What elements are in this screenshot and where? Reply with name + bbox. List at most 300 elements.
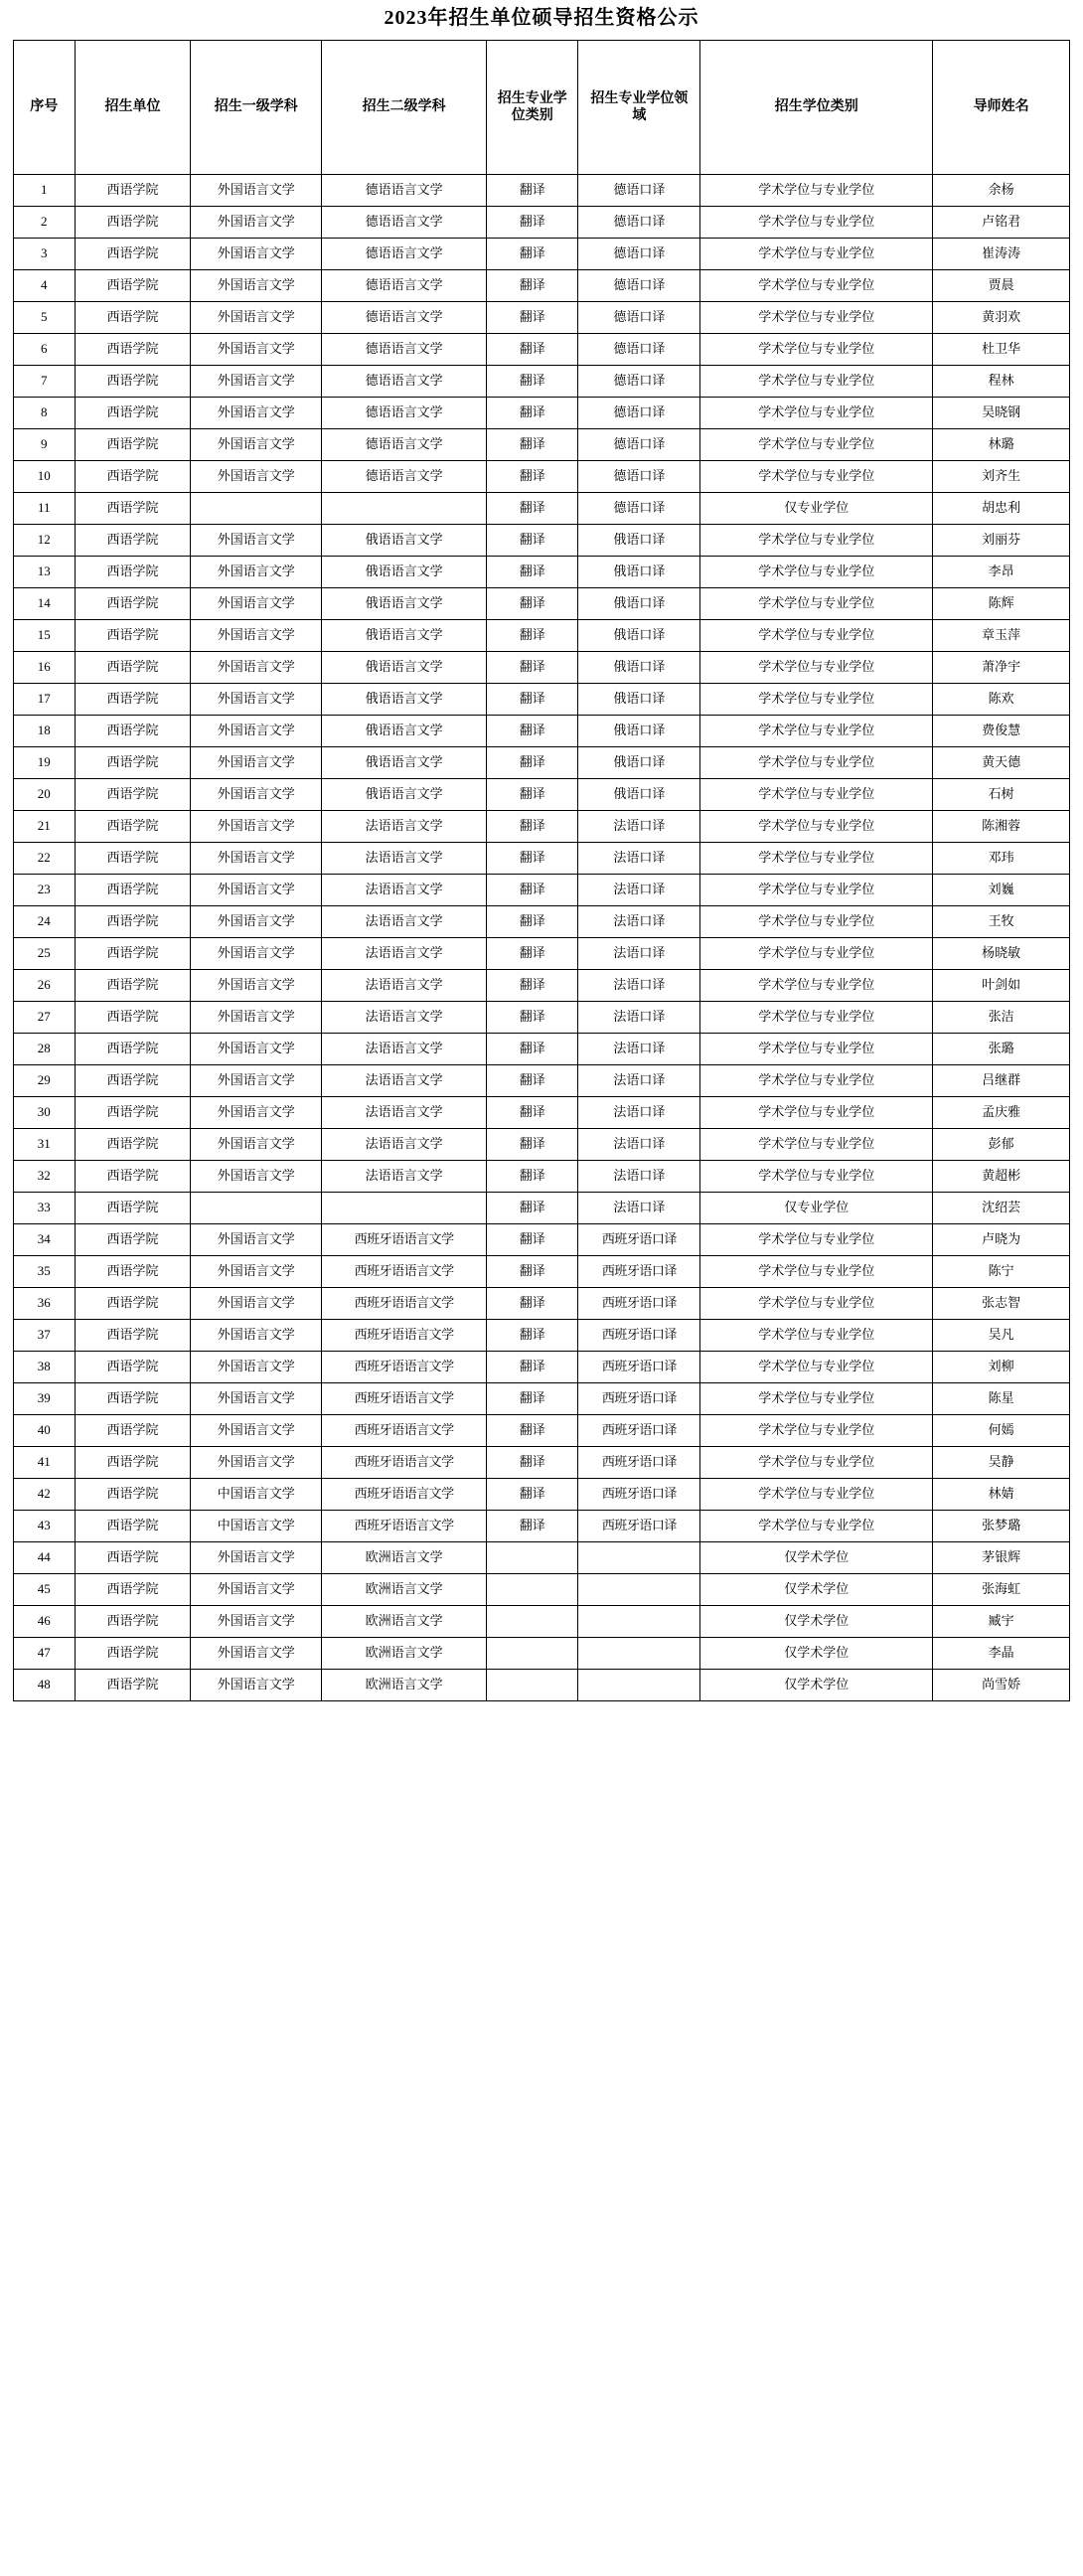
cell-degree-type: 仅学术学位 <box>700 1574 933 1606</box>
cell-index: 17 <box>14 684 76 716</box>
cell-supervisor-name: 陈辉 <box>933 588 1070 620</box>
cell-professional-degree-field: 法语口译 <box>578 1161 700 1193</box>
cell-supervisor-name: 章玉萍 <box>933 620 1070 652</box>
cell-secondary-discipline: 欧洲语言文学 <box>322 1638 487 1670</box>
cell-index: 43 <box>14 1511 76 1542</box>
cell-professional-degree-category: 翻译 <box>487 175 578 207</box>
cell-professional-degree-category: 翻译 <box>487 1193 578 1224</box>
cell-supervisor-name: 孟庆雅 <box>933 1097 1070 1129</box>
cell-professional-degree-category: 翻译 <box>487 1511 578 1542</box>
cell-unit: 西语学院 <box>75 1606 191 1638</box>
cell-degree-type: 仅学术学位 <box>700 1606 933 1638</box>
cell-primary-discipline: 外国语言文学 <box>191 1574 322 1606</box>
cell-professional-degree-field: 法语口译 <box>578 1129 700 1161</box>
cell-professional-degree-category: 翻译 <box>487 461 578 493</box>
table-header <box>14 41 1070 175</box>
cell-index: 2 <box>14 207 76 239</box>
table-row <box>14 239 1070 270</box>
cell-index: 28 <box>14 1034 76 1065</box>
cell-degree-type: 学术学位与专业学位 <box>700 747 933 779</box>
table-row <box>14 1256 1070 1288</box>
cell-primary-discipline: 外国语言文学 <box>191 1129 322 1161</box>
cell-unit: 西语学院 <box>75 1511 191 1542</box>
cell-index: 5 <box>14 302 76 334</box>
cell-degree-type: 学术学位与专业学位 <box>700 366 933 398</box>
cell-degree-type: 学术学位与专业学位 <box>700 207 933 239</box>
table-row <box>14 1415 1070 1447</box>
table-row <box>14 620 1070 652</box>
cell-secondary-discipline: 德语语言文学 <box>322 461 487 493</box>
cell-degree-type: 学术学位与专业学位 <box>700 652 933 684</box>
cell-unit: 西语学院 <box>75 1574 191 1606</box>
cell-primary-discipline: 外国语言文学 <box>191 652 322 684</box>
cell-degree-type: 学术学位与专业学位 <box>700 175 933 207</box>
cell-primary-discipline: 外国语言文学 <box>191 1002 322 1034</box>
cell-degree-type: 学术学位与专业学位 <box>700 875 933 906</box>
cell-supervisor-name: 张洁 <box>933 1002 1070 1034</box>
cell-professional-degree-category: 翻译 <box>487 747 578 779</box>
cell-professional-degree-category: 翻译 <box>487 1224 578 1256</box>
cell-index: 42 <box>14 1479 76 1511</box>
cell-secondary-discipline: 欧洲语言文学 <box>322 1574 487 1606</box>
cell-secondary-discipline: 西班牙语语言文学 <box>322 1288 487 1320</box>
column-header-primary-discipline: 招生一级学科 <box>191 41 322 175</box>
cell-supervisor-name: 茅银辉 <box>933 1542 1070 1574</box>
cell-primary-discipline: 外国语言文学 <box>191 1161 322 1193</box>
cell-supervisor-name: 程林 <box>933 366 1070 398</box>
cell-unit: 西语学院 <box>75 1352 191 1383</box>
cell-secondary-discipline: 法语语言文学 <box>322 1002 487 1034</box>
cell-supervisor-name: 杜卫华 <box>933 334 1070 366</box>
cell-index: 25 <box>14 938 76 970</box>
cell-supervisor-name: 李昂 <box>933 557 1070 588</box>
cell-index: 44 <box>14 1542 76 1574</box>
column-header-professional-degree-field: 招生专业学位领域 <box>578 41 700 175</box>
cell-degree-type: 学术学位与专业学位 <box>700 1097 933 1129</box>
cell-professional-degree-category: 翻译 <box>487 366 578 398</box>
admission-qualification-table <box>13 40 1070 1701</box>
cell-professional-degree-field: 西班牙语口译 <box>578 1447 700 1479</box>
cell-primary-discipline: 外国语言文学 <box>191 843 322 875</box>
cell-supervisor-name: 刘齐生 <box>933 461 1070 493</box>
table-row <box>14 1065 1070 1097</box>
cell-professional-degree-category: 翻译 <box>487 1129 578 1161</box>
cell-secondary-discipline <box>322 1193 487 1224</box>
cell-professional-degree-category: 翻译 <box>487 1320 578 1352</box>
cell-primary-discipline: 外国语言文学 <box>191 1097 322 1129</box>
cell-professional-degree-field: 西班牙语口译 <box>578 1224 700 1256</box>
cell-primary-discipline: 外国语言文学 <box>191 334 322 366</box>
table-row <box>14 461 1070 493</box>
cell-unit: 西语学院 <box>75 1034 191 1065</box>
cell-index: 15 <box>14 620 76 652</box>
cell-primary-discipline: 中国语言文学 <box>191 1511 322 1542</box>
column-header-professional-degree-category: 招生专业学位类别 <box>487 41 578 175</box>
cell-professional-degree-category: 翻译 <box>487 588 578 620</box>
cell-degree-type: 学术学位与专业学位 <box>700 1447 933 1479</box>
cell-professional-degree-category: 翻译 <box>487 1002 578 1034</box>
cell-professional-degree-category: 翻译 <box>487 1288 578 1320</box>
cell-primary-discipline: 外国语言文学 <box>191 1065 322 1097</box>
cell-degree-type: 学术学位与专业学位 <box>700 779 933 811</box>
cell-unit: 西语学院 <box>75 1447 191 1479</box>
table-row <box>14 1097 1070 1129</box>
table-row <box>14 1542 1070 1574</box>
cell-professional-degree-field <box>578 1606 700 1638</box>
cell-secondary-discipline: 法语语言文学 <box>322 811 487 843</box>
cell-primary-discipline: 外国语言文学 <box>191 366 322 398</box>
table-row <box>14 1574 1070 1606</box>
table-row <box>14 1129 1070 1161</box>
cell-supervisor-name: 彭郁 <box>933 1129 1070 1161</box>
cell-primary-discipline: 外国语言文学 <box>191 1224 322 1256</box>
cell-index: 23 <box>14 875 76 906</box>
cell-supervisor-name: 张璐 <box>933 1034 1070 1065</box>
cell-supervisor-name: 刘丽芬 <box>933 525 1070 557</box>
cell-unit: 西语学院 <box>75 1161 191 1193</box>
cell-professional-degree-category <box>487 1670 578 1701</box>
cell-unit: 西语学院 <box>75 1065 191 1097</box>
cell-professional-degree-category: 翻译 <box>487 1383 578 1415</box>
cell-secondary-discipline: 法语语言文学 <box>322 1034 487 1065</box>
cell-professional-degree-field: 德语口译 <box>578 302 700 334</box>
cell-primary-discipline: 外国语言文学 <box>191 461 322 493</box>
cell-professional-degree-category: 翻译 <box>487 429 578 461</box>
cell-primary-discipline: 外国语言文学 <box>191 684 322 716</box>
cell-degree-type: 仅学术学位 <box>700 1638 933 1670</box>
cell-supervisor-name: 叶剑如 <box>933 970 1070 1002</box>
cell-index: 41 <box>14 1447 76 1479</box>
cell-secondary-discipline: 法语语言文学 <box>322 875 487 906</box>
cell-unit: 西语学院 <box>75 747 191 779</box>
cell-primary-discipline: 外国语言文学 <box>191 811 322 843</box>
cell-index: 33 <box>14 1193 76 1224</box>
cell-professional-degree-category: 翻译 <box>487 875 578 906</box>
cell-index: 39 <box>14 1383 76 1415</box>
cell-professional-degree-field: 法语口译 <box>578 811 700 843</box>
cell-primary-discipline: 外国语言文学 <box>191 906 322 938</box>
cell-professional-degree-category: 翻译 <box>487 843 578 875</box>
cell-professional-degree-field: 德语口译 <box>578 334 700 366</box>
table-row <box>14 1161 1070 1193</box>
table-row <box>14 875 1070 906</box>
cell-professional-degree-field: 德语口译 <box>578 493 700 525</box>
cell-unit: 西语学院 <box>75 1638 191 1670</box>
cell-secondary-discipline: 德语语言文学 <box>322 239 487 270</box>
table-row <box>14 1288 1070 1320</box>
cell-secondary-discipline: 西班牙语语言文学 <box>322 1511 487 1542</box>
cell-supervisor-name: 张志智 <box>933 1288 1070 1320</box>
cell-supervisor-name: 张梦璐 <box>933 1511 1070 1542</box>
page-title: 2023年招生单位硕导招生资格公示 <box>384 7 699 29</box>
cell-index: 16 <box>14 652 76 684</box>
table-row <box>14 652 1070 684</box>
cell-professional-degree-field: 法语口译 <box>578 875 700 906</box>
cell-supervisor-name: 卢晓为 <box>933 1224 1070 1256</box>
cell-unit: 西语学院 <box>75 875 191 906</box>
cell-secondary-discipline: 法语语言文学 <box>322 843 487 875</box>
cell-secondary-discipline: 德语语言文学 <box>322 429 487 461</box>
cell-unit: 西语学院 <box>75 1002 191 1034</box>
cell-professional-degree-field: 德语口译 <box>578 366 700 398</box>
cell-professional-degree-category: 翻译 <box>487 334 578 366</box>
table-row <box>14 334 1070 366</box>
cell-primary-discipline: 外国语言文学 <box>191 398 322 429</box>
cell-secondary-discipline <box>322 493 487 525</box>
cell-unit: 西语学院 <box>75 1224 191 1256</box>
cell-index: 32 <box>14 1161 76 1193</box>
cell-primary-discipline <box>191 493 322 525</box>
cell-supervisor-name: 林璐 <box>933 429 1070 461</box>
cell-unit: 西语学院 <box>75 302 191 334</box>
cell-primary-discipline: 外国语言文学 <box>191 1415 322 1447</box>
cell-professional-degree-category: 翻译 <box>487 779 578 811</box>
cell-professional-degree-category: 翻译 <box>487 239 578 270</box>
cell-supervisor-name: 邓玮 <box>933 843 1070 875</box>
cell-supervisor-name: 何嫣 <box>933 1415 1070 1447</box>
cell-unit: 西语学院 <box>75 270 191 302</box>
cell-professional-degree-field <box>578 1542 700 1574</box>
cell-professional-degree-field: 法语口译 <box>578 970 700 1002</box>
cell-unit: 西语学院 <box>75 461 191 493</box>
cell-unit: 西语学院 <box>75 620 191 652</box>
cell-degree-type: 学术学位与专业学位 <box>700 1256 933 1288</box>
cell-index: 30 <box>14 1097 76 1129</box>
cell-professional-degree-category: 翻译 <box>487 811 578 843</box>
cell-index: 47 <box>14 1638 76 1670</box>
cell-index: 21 <box>14 811 76 843</box>
cell-unit: 西语学院 <box>75 970 191 1002</box>
cell-degree-type: 学术学位与专业学位 <box>700 684 933 716</box>
cell-unit: 西语学院 <box>75 493 191 525</box>
cell-index: 7 <box>14 366 76 398</box>
cell-secondary-discipline: 德语语言文学 <box>322 270 487 302</box>
cell-degree-type: 学术学位与专业学位 <box>700 334 933 366</box>
cell-unit: 西语学院 <box>75 1256 191 1288</box>
cell-index: 3 <box>14 239 76 270</box>
cell-professional-degree-field: 西班牙语口译 <box>578 1256 700 1288</box>
table-row <box>14 684 1070 716</box>
cell-supervisor-name: 吴凡 <box>933 1320 1070 1352</box>
cell-index: 45 <box>14 1574 76 1606</box>
cell-primary-discipline: 外国语言文学 <box>191 875 322 906</box>
table-row <box>14 747 1070 779</box>
cell-professional-degree-category: 翻译 <box>487 207 578 239</box>
cell-professional-degree-field: 德语口译 <box>578 207 700 239</box>
cell-professional-degree-category: 翻译 <box>487 684 578 716</box>
column-header-supervisor-name: 导师姓名 <box>933 41 1070 175</box>
cell-professional-degree-field: 德语口译 <box>578 175 700 207</box>
cell-secondary-discipline: 德语语言文学 <box>322 366 487 398</box>
cell-index: 29 <box>14 1065 76 1097</box>
cell-supervisor-name: 黄羽欢 <box>933 302 1070 334</box>
cell-index: 12 <box>14 525 76 557</box>
table-row <box>14 366 1070 398</box>
cell-index: 19 <box>14 747 76 779</box>
cell-secondary-discipline: 德语语言文学 <box>322 207 487 239</box>
cell-index: 10 <box>14 461 76 493</box>
cell-secondary-discipline: 德语语言文学 <box>322 398 487 429</box>
cell-degree-type: 学术学位与专业学位 <box>700 1511 933 1542</box>
cell-supervisor-name: 贾晨 <box>933 270 1070 302</box>
table-row <box>14 525 1070 557</box>
cell-professional-degree-category: 翻译 <box>487 1447 578 1479</box>
table-row <box>14 1193 1070 1224</box>
table-row <box>14 493 1070 525</box>
cell-degree-type: 学术学位与专业学位 <box>700 461 933 493</box>
cell-professional-degree-category: 翻译 <box>487 1097 578 1129</box>
cell-professional-degree-field: 德语口译 <box>578 461 700 493</box>
cell-degree-type: 学术学位与专业学位 <box>700 557 933 588</box>
cell-degree-type: 学术学位与专业学位 <box>700 588 933 620</box>
cell-primary-discipline: 外国语言文学 <box>191 270 322 302</box>
cell-professional-degree-category <box>487 1606 578 1638</box>
cell-primary-discipline: 外国语言文学 <box>191 1447 322 1479</box>
cell-primary-discipline: 外国语言文学 <box>191 747 322 779</box>
cell-primary-discipline: 外国语言文学 <box>191 175 322 207</box>
column-header-index: 序号 <box>14 41 76 175</box>
cell-secondary-discipline: 俄语语言文学 <box>322 588 487 620</box>
cell-primary-discipline: 外国语言文学 <box>191 302 322 334</box>
table-row <box>14 302 1070 334</box>
cell-unit: 西语学院 <box>75 1479 191 1511</box>
table-row <box>14 811 1070 843</box>
cell-unit: 西语学院 <box>75 1193 191 1224</box>
cell-index: 35 <box>14 1256 76 1288</box>
column-header-degree-type: 招生学位类别 <box>700 41 933 175</box>
cell-primary-discipline: 外国语言文学 <box>191 938 322 970</box>
cell-secondary-discipline: 法语语言文学 <box>322 906 487 938</box>
cell-index: 34 <box>14 1224 76 1256</box>
cell-degree-type: 学术学位与专业学位 <box>700 1415 933 1447</box>
cell-unit: 西语学院 <box>75 1542 191 1574</box>
cell-supervisor-name: 余杨 <box>933 175 1070 207</box>
table-row <box>14 970 1070 1002</box>
cell-primary-discipline: 中国语言文学 <box>191 1479 322 1511</box>
cell-unit: 西语学院 <box>75 652 191 684</box>
table-row <box>14 938 1070 970</box>
cell-professional-degree-field: 俄语口译 <box>578 716 700 747</box>
cell-supervisor-name: 黄超彬 <box>933 1161 1070 1193</box>
cell-professional-degree-field: 法语口译 <box>578 1193 700 1224</box>
cell-unit: 西语学院 <box>75 334 191 366</box>
cell-professional-degree-category: 翻译 <box>487 716 578 747</box>
cell-index: 22 <box>14 843 76 875</box>
cell-primary-discipline: 外国语言文学 <box>191 429 322 461</box>
table-row <box>14 906 1070 938</box>
cell-degree-type: 学术学位与专业学位 <box>700 239 933 270</box>
cell-primary-discipline: 外国语言文学 <box>191 525 322 557</box>
cell-professional-degree-category <box>487 1638 578 1670</box>
cell-professional-degree-category: 翻译 <box>487 525 578 557</box>
cell-secondary-discipline: 俄语语言文学 <box>322 684 487 716</box>
cell-unit: 西语学院 <box>75 906 191 938</box>
cell-supervisor-name: 卢铭君 <box>933 207 1070 239</box>
cell-degree-type: 学术学位与专业学位 <box>700 525 933 557</box>
cell-index: 40 <box>14 1415 76 1447</box>
cell-degree-type: 学术学位与专业学位 <box>700 906 933 938</box>
cell-degree-type: 学术学位与专业学位 <box>700 302 933 334</box>
cell-unit: 西语学院 <box>75 207 191 239</box>
cell-professional-degree-category: 翻译 <box>487 906 578 938</box>
table-row <box>14 1034 1070 1065</box>
cell-secondary-discipline: 欧洲语言文学 <box>322 1542 487 1574</box>
cell-professional-degree-field <box>578 1638 700 1670</box>
cell-degree-type: 仅专业学位 <box>700 1193 933 1224</box>
cell-professional-degree-field: 俄语口译 <box>578 684 700 716</box>
table-row <box>14 843 1070 875</box>
cell-unit: 西语学院 <box>75 1383 191 1415</box>
cell-professional-degree-category: 翻译 <box>487 1479 578 1511</box>
cell-secondary-discipline: 德语语言文学 <box>322 175 487 207</box>
cell-unit: 西语学院 <box>75 684 191 716</box>
cell-professional-degree-field: 俄语口译 <box>578 620 700 652</box>
cell-primary-discipline: 外国语言文学 <box>191 1383 322 1415</box>
cell-supervisor-name: 胡忠利 <box>933 493 1070 525</box>
column-header-unit: 招生单位 <box>75 41 191 175</box>
cell-primary-discipline: 外国语言文学 <box>191 1320 322 1352</box>
cell-professional-degree-field: 法语口译 <box>578 1034 700 1065</box>
cell-unit: 西语学院 <box>75 716 191 747</box>
cell-professional-degree-field: 西班牙语口译 <box>578 1415 700 1447</box>
cell-secondary-discipline: 法语语言文学 <box>322 970 487 1002</box>
cell-degree-type: 学术学位与专业学位 <box>700 970 933 1002</box>
cell-primary-discipline: 外国语言文学 <box>191 207 322 239</box>
cell-index: 46 <box>14 1606 76 1638</box>
table-row <box>14 1511 1070 1542</box>
cell-professional-degree-field: 俄语口译 <box>578 557 700 588</box>
cell-unit: 西语学院 <box>75 1670 191 1701</box>
cell-degree-type: 学术学位与专业学位 <box>700 938 933 970</box>
table-row <box>14 398 1070 429</box>
table-row <box>14 1224 1070 1256</box>
cell-supervisor-name: 刘柳 <box>933 1352 1070 1383</box>
cell-index: 8 <box>14 398 76 429</box>
cell-degree-type: 仅学术学位 <box>700 1542 933 1574</box>
cell-secondary-discipline: 俄语语言文学 <box>322 779 487 811</box>
cell-secondary-discipline: 俄语语言文学 <box>322 620 487 652</box>
cell-primary-discipline: 外国语言文学 <box>191 716 322 747</box>
cell-degree-type: 学术学位与专业学位 <box>700 1129 933 1161</box>
cell-secondary-discipline: 西班牙语语言文学 <box>322 1224 487 1256</box>
cell-primary-discipline: 外国语言文学 <box>191 970 322 1002</box>
table-row <box>14 1479 1070 1511</box>
cell-supervisor-name: 石树 <box>933 779 1070 811</box>
cell-professional-degree-category: 翻译 <box>487 1034 578 1065</box>
cell-supervisor-name: 萧净宇 <box>933 652 1070 684</box>
cell-professional-degree-category: 翻译 <box>487 557 578 588</box>
cell-secondary-discipline: 俄语语言文学 <box>322 557 487 588</box>
cell-unit: 西语学院 <box>75 843 191 875</box>
cell-secondary-discipline: 西班牙语语言文学 <box>322 1383 487 1415</box>
cell-professional-degree-field: 法语口译 <box>578 843 700 875</box>
cell-primary-discipline: 外国语言文学 <box>191 1670 322 1701</box>
cell-supervisor-name: 林婧 <box>933 1479 1070 1511</box>
cell-degree-type: 学术学位与专业学位 <box>700 398 933 429</box>
cell-professional-degree-category: 翻译 <box>487 1352 578 1383</box>
cell-supervisor-name: 陈欢 <box>933 684 1070 716</box>
table-row <box>14 1447 1070 1479</box>
cell-degree-type: 学术学位与专业学位 <box>700 843 933 875</box>
cell-degree-type: 学术学位与专业学位 <box>700 429 933 461</box>
cell-professional-degree-field: 法语口译 <box>578 1097 700 1129</box>
cell-professional-degree-field: 法语口译 <box>578 938 700 970</box>
cell-primary-discipline: 外国语言文学 <box>191 557 322 588</box>
table-body <box>14 175 1070 1701</box>
cell-primary-discipline <box>191 1193 322 1224</box>
cell-supervisor-name: 崔涛涛 <box>933 239 1070 270</box>
cell-degree-type: 学术学位与专业学位 <box>700 620 933 652</box>
